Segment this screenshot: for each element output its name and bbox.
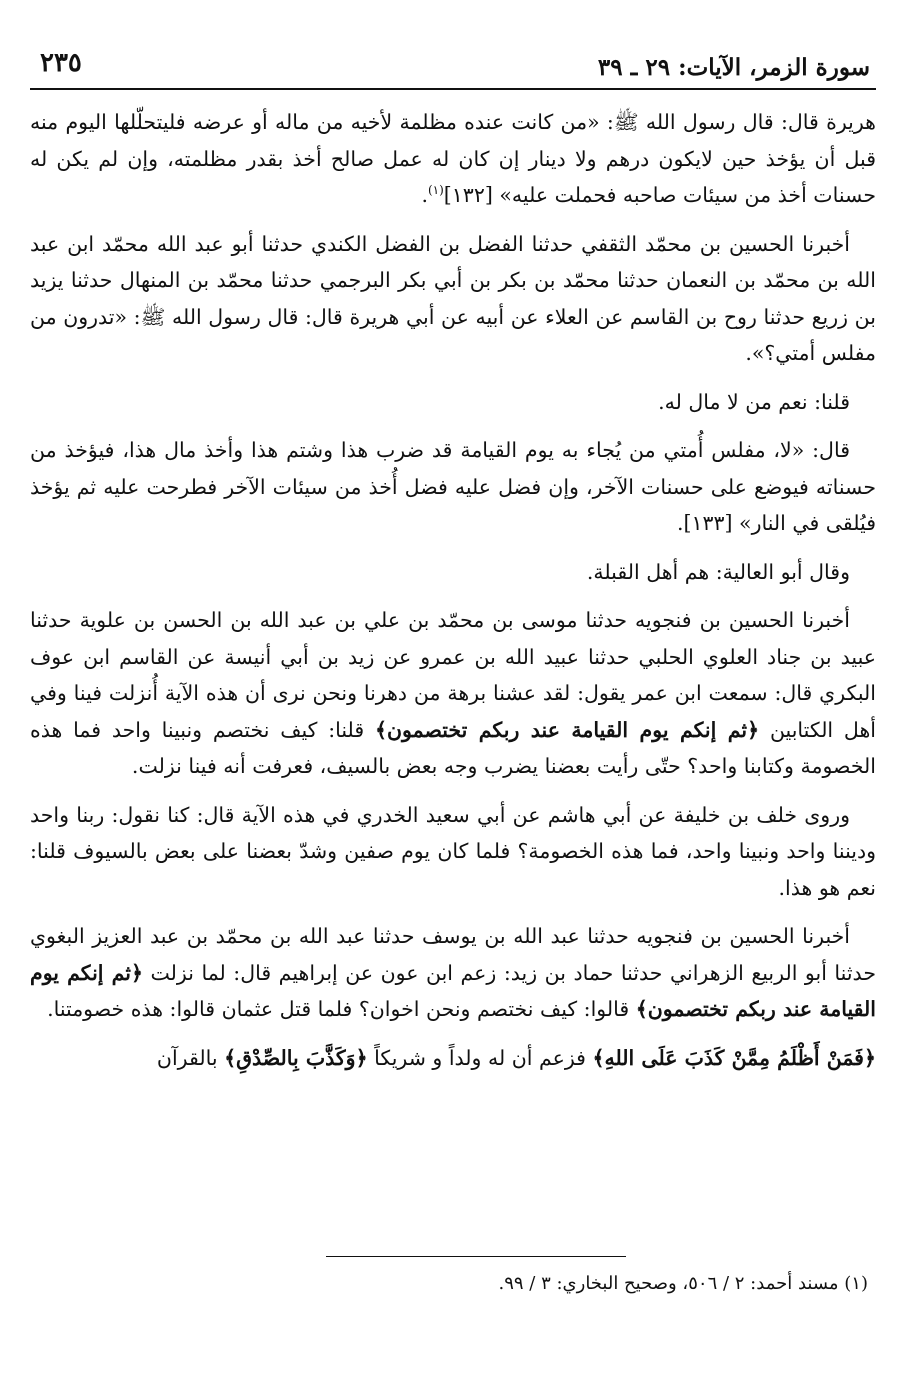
paragraph-text: هريرة قال: قال رسول الله ﷺ: «من كانت عنده مظلمة لأخيه من ماله أو عرضه فليتحلّلها اليوم منه قبل أن يؤخذ حين لايكون درهم ولا دينار إن كان له عمل صالح أخذ بقدر مظلمته، وإن لم يكن له حسنات أخذ من سيئات صاحبه فحملت عليه» [١٣٢]: [30, 110, 876, 207]
footnote-number: (١): [844, 1273, 868, 1294]
footnote-divider: [326, 1256, 626, 1257]
paragraph-6: [30, 602, 876, 785]
paragraph-text: فزعم أن له ولداً و شريكاً: [374, 1045, 586, 1070]
paragraph-text-continued: قلنا: كيف نختصم ونبينا واحد فما هذه الخصومة وكتابنا واحد؟ حتّى رأيت بعضنا يضرب وجه بعض بالسيف، فعرفت أنه فينا نزلت.: [30, 717, 876, 778]
quran-verse: ﴿فَمَنْ أَظْلَمُ مِمَّنْ كَذَبَ عَلَى اللهِ﴾: [592, 1045, 876, 1070]
paragraph-tail: .: [421, 183, 428, 207]
paragraph-3: [30, 384, 876, 421]
page-content: [30, 40, 876, 1088]
paragraph-text: أخبرنا الحسين بن محمّد الثقفي حدثنا الفضل بن الفضل الكندي حدثنا أبو عبد الله محمّد ابن عبد الله بن محمّد بن النعمان حدثنا محمّد بن بكر بن أبي بكر البرجمي حدثنا محمّد بن المنهال حدثنا يزيد بن زريع حدثنا روح بن القاسم عن العلاء عن أبيه عن أبي هريرة قال: قال رسول الله ﷺ: «تدرون من مفلس أمتي؟».: [30, 231, 876, 365]
paragraph-text: أخبرنا الحسين بن فنجويه حدثنا موسى بن محمّد بن علي بن عبد الله بن الحسن بن علوية حدثنا عبيد بن جناد العلوي الحلبي حدثنا عبيد الله بن عمرو عن زيد بن أبي أنيسة عن القاسم ابن عوف البكري قال: سمعت ابن عمر يقول: لقد عشنا برهة من دهرنا ونحن نرى أن هذه الآية أُنزلت فينا وفي أهل الكتابين: [30, 608, 876, 742]
paragraph-text: أخبرنا الحسين بن فنجويه حدثنا عبد الله بن يوسف حدثنا عبد الله بن محمّد بن عبد العزيز البغوي حدثنا أبو الربيع الزهراني حدثنا حماد بن زيد: زعم ابن عون عن إبراهيم قال: لما نزلت: [30, 924, 876, 985]
running-header: [30, 40, 876, 90]
paragraph-text-continued: قالوا: كيف نختصم ونحن اخوان؟ فلما قتل عثمان قالوا: هذه خصومتنا.: [47, 997, 630, 1021]
paragraph-1: [30, 104, 876, 214]
quran-verse: ﴿وَكَذَّبَ بِالصِّدْقِ﴾: [224, 1045, 368, 1070]
surah-title: سورة الزمر، الآيات: ٢٩ ـ ٣٩: [597, 54, 870, 81]
footnote-reference: (١): [427, 183, 444, 198]
quran-verse: ﴿ثم إنكم يوم القيامة عند ربكم تختصمون﴾: [374, 717, 760, 742]
paragraph-last: [30, 1040, 876, 1077]
paragraph-text: قلنا: نعم من لا مال له.: [658, 389, 850, 414]
paragraph-4: [30, 432, 876, 542]
paragraph-text-continued: بالقرآن: [156, 1045, 218, 1070]
paragraph-5: [30, 554, 876, 591]
quran-verse: ﴿ثم إنكم يوم القيامة عند ربكم تختصمون﴾: [30, 960, 876, 1021]
paragraph-text: قال: «لا، مفلس أُمتي من يُجاء به يوم القيامة قد ضرب هذا وشتم هذا وأخذ مال هذا، فيؤخذ من حسناته فيوضع على حسنات الآخر، وإن فضل عليه فضل أُخذ من سيئات الآخر فطرحت عليه ثم يؤخذ فيُلقى في النار» [١٣٣].: [30, 438, 876, 535]
paragraph-2: [30, 226, 876, 372]
page-number: ٢٣٥: [40, 48, 82, 78]
paragraph-text: وروى خلف بن خليفة عن أبي هاشم عن أبي سعيد الخدري في هذه الآية قال: كنا نقول: ربنا واحد وديننا واحد ونبينا واحد، فما هذه الخصومة؟ فلما كان يوم صفين وشدّ بعضنا على بعض بالسيوف قلنا: نعم هو هذا.: [30, 802, 876, 900]
paragraph-text: وقال أبو العالية: هم أهل القبلة.: [586, 559, 850, 584]
paragraph-8: [30, 918, 876, 1028]
body-text: [30, 104, 876, 1076]
footnote: [38, 1270, 868, 1298]
footnote-text: مسند أحمد: ٢ / ٥٠٦، وصحيح البخاري: ٣ / ٩٩.: [498, 1273, 839, 1294]
paragraph-7: [30, 797, 876, 907]
